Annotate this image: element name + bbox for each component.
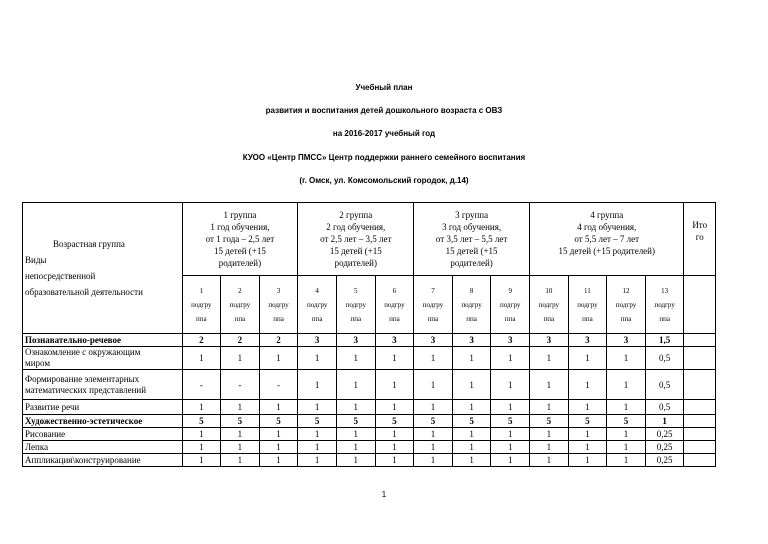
subgroup-cell: 1: [452, 454, 491, 467]
activity-name: Лепка: [23, 441, 183, 454]
total-cell: [684, 441, 716, 454]
subgroup-cell-13: 0,5: [645, 400, 684, 415]
subgroup-cell: 3: [607, 334, 646, 347]
curriculum-table: [22, 202, 716, 467]
activity-types-label-2: непосредственной: [25, 271, 96, 281]
subgroup-header-empty: [684, 276, 716, 334]
subgroup-cell: 1: [607, 454, 646, 467]
subgroup-cell: 5: [414, 415, 453, 428]
age-group-label: Возрастная группа: [53, 239, 125, 249]
activity-name: Развитие речи: [23, 400, 183, 415]
subgroup-header: 3 подгру ппа: [259, 276, 298, 334]
subgroup-cell: 3: [375, 334, 414, 347]
subgroup-cell-13: 0,5: [645, 347, 684, 370]
subgroup-cell: 1: [221, 347, 260, 370]
subgroup-cell: 1: [336, 400, 375, 415]
total-cell: [684, 415, 716, 428]
group-1-header: 1 группа 1 год обучения, от 1 года – 2,5 лет 15 детей (+15 родителей): [182, 203, 298, 276]
subgroup-cell: 1: [336, 454, 375, 467]
subgroup-cell: 1: [182, 454, 221, 467]
subgroup-cell: 1: [375, 400, 414, 415]
subgroup-cell: 1: [259, 347, 298, 370]
subgroup-cell: 1: [375, 441, 414, 454]
subgroup-header: 10 подгру ппа: [530, 276, 569, 334]
subgroup-cell: 1: [375, 370, 414, 400]
subgroup-cell: 1: [452, 370, 491, 400]
total-cell: [684, 454, 716, 467]
subgroup-cell: 1: [259, 441, 298, 454]
subgroup-cell: 5: [568, 415, 607, 428]
subgroup-cell: 1: [375, 347, 414, 370]
total-cell: [684, 347, 716, 370]
activity-name: Рисование: [23, 428, 183, 441]
subgroup-cell: 1: [568, 428, 607, 441]
subgroup-cell: 5: [452, 415, 491, 428]
subgroup-header: 6 подгру ппа: [375, 276, 414, 334]
subgroup-cell: 5: [375, 415, 414, 428]
subgroup-cell: 1: [452, 400, 491, 415]
subgroup-cell: 1: [607, 400, 646, 415]
subgroup-header: 1 подгру ппа: [182, 276, 221, 334]
subgroup-header: 7 подгру ппа: [414, 276, 453, 334]
subgroup-cell: 5: [336, 415, 375, 428]
activity-name: Аппликация\конструирование: [23, 454, 183, 467]
subgroup-cell: 2: [182, 334, 221, 347]
subgroup-cell: 1: [452, 347, 491, 370]
total-cell: [684, 334, 716, 347]
subgroup-cell: 1: [182, 347, 221, 370]
table-body: [23, 334, 716, 467]
subgroup-cell: 1: [607, 441, 646, 454]
group-header-row: [23, 203, 716, 276]
subgroup-cell: 1: [491, 428, 530, 441]
table-row: [23, 454, 716, 467]
subgroup-header: 5 подгру ппа: [336, 276, 375, 334]
subgroup-cell: 2: [221, 334, 260, 347]
subgroup-header: 4 подгру ппа: [298, 276, 337, 334]
subgroup-cell: 5: [607, 415, 646, 428]
subgroup-cell: 1: [259, 400, 298, 415]
subgroup-header: 2 подгру ппа: [221, 276, 260, 334]
table-row: [23, 347, 716, 370]
total-cell: [684, 370, 716, 400]
subgroup-cell: 1: [414, 400, 453, 415]
table-row: [23, 400, 716, 415]
subgroup-cell: 1: [530, 370, 569, 400]
subgroup-cell: 5: [491, 415, 530, 428]
subgroup-cell: 5: [182, 415, 221, 428]
total-cell: [684, 400, 716, 415]
subgroup-cell: 3: [298, 334, 337, 347]
activity-name: Формирование элементарных математических представлений: [23, 370, 183, 400]
subgroup-cell: 1: [607, 347, 646, 370]
subgroup-cell: 1: [259, 454, 298, 467]
subgroup-cell: 1: [336, 347, 375, 370]
subgroup-cell: 3: [414, 334, 453, 347]
subgroup-cell: 1: [221, 400, 260, 415]
subgroup-cell: -: [221, 370, 260, 400]
subgroup-cell: 1: [375, 428, 414, 441]
activity-types-label-3: образовательной деятельности: [25, 287, 143, 297]
subgroup-cell: 1: [530, 454, 569, 467]
subgroup-cell: 1: [221, 441, 260, 454]
subgroup-cell: 1: [491, 454, 530, 467]
subgroup-cell: 1: [336, 370, 375, 400]
subgroup-cell: 3: [568, 334, 607, 347]
activity-name: Ознакомление с окружающим миром: [23, 347, 183, 370]
subgroup-cell: 3: [491, 334, 530, 347]
subgroup-cell: 5: [530, 415, 569, 428]
subgroup-cell: 1: [221, 428, 260, 441]
subgroup-cell: 5: [221, 415, 260, 428]
subgroup-cell: 1: [298, 400, 337, 415]
subgroup-cell: 1: [414, 370, 453, 400]
subgroup-cell: 5: [298, 415, 337, 428]
subgroup-header: 12 подгру ппа: [607, 276, 646, 334]
subgroup-cell: 1: [336, 428, 375, 441]
total-header: Ито го: [684, 203, 716, 276]
subgroup-cell: 1: [221, 454, 260, 467]
subgroup-cell: 1: [298, 428, 337, 441]
group-2-header: 2 группа 2 год обучения, от 2,5 лет – 3,5 лет 15 детей (+15 родителей): [298, 203, 414, 276]
subgroup-cell: 1: [491, 370, 530, 400]
total-cell: [684, 428, 716, 441]
subgroup-cell: 2: [259, 334, 298, 347]
subgroup-cell-13: 0,25: [645, 428, 684, 441]
activity-types-label: Виды: [25, 255, 47, 265]
plan-subtitle: развития и воспитания детей дошкольного возраста с ОВЗ: [265, 106, 503, 115]
subgroup-cell: 1: [182, 428, 221, 441]
subgroup-cell: 1: [568, 347, 607, 370]
subgroup-cell: 1: [530, 428, 569, 441]
group-3-header: 3 группа 3 год обучения, от 3,5 лет – 5,5 лет 15 детей (+15 родителей): [414, 203, 530, 276]
subgroup-cell-13: 0,5: [645, 370, 684, 400]
activity-name: Художественно-эстетическое: [23, 415, 183, 428]
subgroup-cell: 1: [414, 428, 453, 441]
subgroup-cell: -: [259, 370, 298, 400]
subgroup-cell: 1: [414, 441, 453, 454]
subgroup-cell: 1: [607, 428, 646, 441]
subgroup-cell: 1: [375, 454, 414, 467]
subgroup-cell: 1: [336, 441, 375, 454]
subgroup-cell: 1: [259, 428, 298, 441]
subgroup-cell: 1: [452, 428, 491, 441]
table-row: [23, 428, 716, 441]
subgroup-cell: 1: [298, 441, 337, 454]
group-4-header: 4 группа 4 год обучения, от 5,5 лет – 7 лет 15 детей (+15 родителей): [530, 203, 684, 276]
subgroup-cell: 1: [298, 347, 337, 370]
subgroup-cell-13: 1: [645, 415, 684, 428]
subgroup-header: 13 подгру ппа: [645, 276, 684, 334]
subgroup-cell: 1: [182, 441, 221, 454]
corner-header-cell: [23, 203, 183, 334]
subgroup-cell: 1: [298, 370, 337, 400]
subgroup-cell: 1: [568, 400, 607, 415]
subgroup-cell: 3: [452, 334, 491, 347]
subgroup-cell: 1: [530, 441, 569, 454]
subgroup-cell: 1: [530, 347, 569, 370]
table-row: [23, 441, 716, 454]
subgroup-cell: 5: [259, 415, 298, 428]
subgroup-cell: 1: [491, 400, 530, 415]
institution-name: КУОО «Центр ПМСС» Центр поддержки раннего семейного воспитания: [242, 153, 526, 162]
subgroup-cell: 1: [568, 370, 607, 400]
subgroup-cell-13: 0,25: [645, 454, 684, 467]
plan-year: на 2016-2017 учебный год: [332, 129, 436, 138]
institution-address: (г. Омск, ул. Комсомольский городок, д.14): [299, 176, 469, 185]
subgroup-cell: 1: [568, 441, 607, 454]
subgroup-cell: 1: [414, 454, 453, 467]
subgroup-cell: 3: [530, 334, 569, 347]
subgroup-cell: 1: [491, 347, 530, 370]
subgroup-cell-13: 1,5: [645, 334, 684, 347]
subgroup-cell: -: [182, 370, 221, 400]
subgroup-header: 9 подгру ппа: [491, 276, 530, 334]
activity-name: Познавательно-речевое: [23, 334, 183, 347]
subgroup-cell: 3: [336, 334, 375, 347]
subgroup-cell: 1: [414, 347, 453, 370]
subgroup-cell-13: 0,25: [645, 441, 684, 454]
subgroup-header: 8 подгру ппа: [452, 276, 491, 334]
table-row: [23, 370, 716, 400]
subgroup-cell: 1: [568, 454, 607, 467]
subgroup-cell: 1: [530, 400, 569, 415]
subgroup-cell: 1: [452, 441, 491, 454]
subgroup-cell: 1: [298, 454, 337, 467]
subgroup-header: 11 подгру ппа: [568, 276, 607, 334]
plan-title: Учебный план: [355, 83, 413, 92]
page-number: 1: [381, 490, 387, 499]
subgroup-cell: 1: [607, 370, 646, 400]
table-row: [23, 334, 716, 347]
table-row: [23, 415, 716, 428]
subgroup-cell: 1: [182, 400, 221, 415]
subgroup-cell: 1: [491, 441, 530, 454]
